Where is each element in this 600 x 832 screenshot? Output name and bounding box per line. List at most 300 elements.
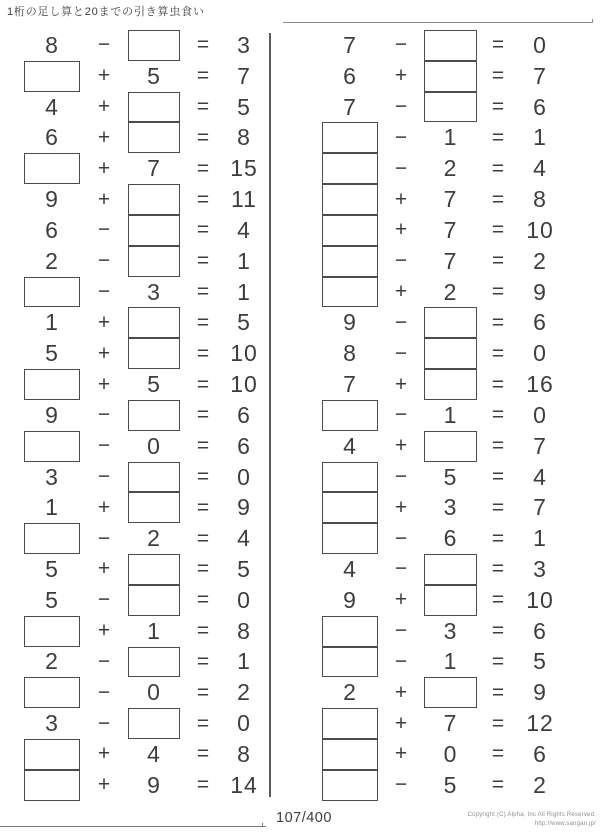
problem-row xyxy=(24,708,262,739)
answer-box[interactable] xyxy=(322,184,378,215)
problem-row xyxy=(322,184,561,215)
operand-a: 2 xyxy=(343,679,357,706)
operand-b xyxy=(128,215,180,246)
operand-b: 0 xyxy=(147,679,161,706)
problem-row xyxy=(24,523,262,554)
answer-box[interactable] xyxy=(322,246,378,277)
equals-sign: = xyxy=(196,95,210,119)
result: 0 xyxy=(237,710,251,737)
operand-a xyxy=(322,184,378,215)
equals-sign: = xyxy=(491,156,505,180)
operand-b: 1 xyxy=(443,648,458,675)
problem-row xyxy=(24,647,262,678)
problem-row xyxy=(322,770,561,801)
problem-row xyxy=(24,338,262,369)
equals-sign: = xyxy=(196,588,210,612)
result: 0 xyxy=(533,31,547,58)
equals-sign: = xyxy=(491,95,505,119)
operator: + xyxy=(394,742,408,766)
problem-row xyxy=(24,400,262,431)
result: 3 xyxy=(533,555,547,582)
operator: − xyxy=(394,125,408,149)
operand-b: 5 xyxy=(443,771,458,798)
operand-a xyxy=(322,246,378,277)
equals-sign: = xyxy=(196,434,210,458)
problem-row xyxy=(24,307,262,338)
problem-row xyxy=(322,554,561,585)
problem-row xyxy=(322,61,561,92)
operator: + xyxy=(97,495,111,519)
answer-box[interactable] xyxy=(322,277,378,308)
problem-row xyxy=(24,277,262,308)
answer-box[interactable] xyxy=(128,492,180,523)
problem-row xyxy=(24,739,262,770)
answer-box[interactable] xyxy=(24,61,80,92)
operand-b xyxy=(128,708,180,739)
answer-box[interactable] xyxy=(128,246,180,277)
operand-b xyxy=(128,92,180,123)
operand-b: 7 xyxy=(443,216,458,243)
operand-b xyxy=(424,369,477,400)
operand-b xyxy=(128,307,180,338)
operand-a xyxy=(322,739,378,770)
operand-b: 1 xyxy=(443,124,458,151)
equals-sign: = xyxy=(491,742,505,766)
equals-sign: = xyxy=(491,125,505,149)
answer-box[interactable] xyxy=(128,30,180,61)
problems-column-right xyxy=(322,30,561,801)
answer-box[interactable] xyxy=(24,770,80,801)
operator: + xyxy=(97,742,111,766)
operand-a: 9 xyxy=(343,309,357,336)
operand-b xyxy=(128,30,180,61)
operand-b xyxy=(128,122,180,153)
answer-box[interactable] xyxy=(24,369,80,400)
operator: − xyxy=(394,341,408,365)
operator: + xyxy=(394,711,408,735)
operand-a xyxy=(322,523,378,554)
equals-sign: = xyxy=(196,64,210,88)
result: 10 xyxy=(526,216,554,243)
problem-row xyxy=(322,400,561,431)
result: 8 xyxy=(237,740,251,767)
operator: − xyxy=(97,649,111,673)
operand-a: 2 xyxy=(45,247,59,274)
operand-a xyxy=(24,153,80,184)
equals-sign: = xyxy=(491,372,505,396)
operand-b xyxy=(424,677,477,708)
operator: − xyxy=(394,619,408,643)
answer-box[interactable] xyxy=(128,215,180,246)
result: 16 xyxy=(526,371,554,398)
problem-row xyxy=(24,246,262,277)
result: 5 xyxy=(237,93,251,120)
operand-b: 6 xyxy=(443,525,458,552)
equals-sign: = xyxy=(196,187,210,211)
answer-box[interactable] xyxy=(424,307,477,338)
operator: + xyxy=(97,95,111,119)
equals-sign: = xyxy=(196,280,210,304)
page-number: 107/400 xyxy=(276,810,332,826)
equals-sign: = xyxy=(491,64,505,88)
answer-box[interactable] xyxy=(322,122,378,153)
operand-a: 3 xyxy=(45,710,59,737)
operator: + xyxy=(97,64,111,88)
operator: − xyxy=(97,33,111,57)
operator: − xyxy=(394,249,408,273)
problem-row xyxy=(24,770,262,801)
operand-b xyxy=(424,30,477,61)
problem-row xyxy=(322,523,561,554)
result: 7 xyxy=(533,62,547,89)
problem-row xyxy=(24,431,262,462)
equals-sign: = xyxy=(196,742,210,766)
result: 14 xyxy=(230,771,258,798)
equals-sign: = xyxy=(491,773,505,797)
equals-sign: = xyxy=(196,526,210,550)
answer-box[interactable] xyxy=(322,616,378,647)
equals-sign: = xyxy=(196,649,210,673)
operand-a: 7 xyxy=(343,93,357,120)
operand-b: 4 xyxy=(147,740,161,767)
equals-sign: = xyxy=(196,495,210,519)
operand-b xyxy=(128,400,180,431)
operand-b xyxy=(128,246,180,277)
answer-box[interactable] xyxy=(24,739,80,770)
problems-column-left xyxy=(24,30,262,801)
operand-b: 1 xyxy=(443,401,458,428)
copyright-url: http://www.sangan.jp/ xyxy=(534,821,596,828)
result: 5 xyxy=(237,309,251,336)
operand-b xyxy=(424,585,477,616)
answer-box[interactable] xyxy=(424,369,477,400)
operator: + xyxy=(97,341,111,365)
operator: + xyxy=(394,187,408,211)
equals-sign: = xyxy=(491,249,505,273)
result: 1 xyxy=(533,124,547,151)
answer-box[interactable] xyxy=(128,400,180,431)
operator: + xyxy=(394,372,408,396)
problem-row xyxy=(322,338,561,369)
problem-row xyxy=(24,369,262,400)
answer-box[interactable] xyxy=(128,647,180,678)
answer-box[interactable] xyxy=(322,647,378,678)
operator: − xyxy=(394,403,408,427)
operand-a: 7 xyxy=(343,31,357,58)
problem-row xyxy=(322,431,561,462)
answer-box[interactable] xyxy=(128,338,180,369)
result: 5 xyxy=(237,555,251,582)
problem-row xyxy=(322,215,561,246)
equals-sign: = xyxy=(196,403,210,427)
answer-box[interactable] xyxy=(128,92,180,123)
operand-a xyxy=(24,431,80,462)
operand-b xyxy=(424,338,477,369)
operator: − xyxy=(394,156,408,180)
answer-box[interactable] xyxy=(322,153,378,184)
operand-b: 0 xyxy=(443,740,458,767)
operand-a: 8 xyxy=(45,31,59,58)
result: 0 xyxy=(237,463,251,490)
operand-a xyxy=(24,616,80,647)
operator: + xyxy=(97,619,111,643)
equals-sign: = xyxy=(196,773,210,797)
result: 8 xyxy=(237,124,251,151)
answer-box[interactable] xyxy=(24,677,80,708)
operator: − xyxy=(394,310,408,334)
operator: − xyxy=(97,249,111,273)
problem-row xyxy=(322,492,561,523)
operand-a xyxy=(322,122,378,153)
operator: + xyxy=(394,64,408,88)
operator: + xyxy=(97,187,111,211)
result: 2 xyxy=(533,247,547,274)
operand-a xyxy=(322,492,378,523)
operator: − xyxy=(394,649,408,673)
answer-box[interactable] xyxy=(322,215,378,246)
column-divider xyxy=(269,33,271,797)
equals-sign: = xyxy=(196,218,210,242)
answer-box[interactable] xyxy=(424,585,477,616)
answer-box[interactable] xyxy=(128,307,180,338)
answer-box[interactable] xyxy=(322,400,378,431)
operand-a xyxy=(322,215,378,246)
problem-row xyxy=(24,122,262,153)
operand-a xyxy=(322,616,378,647)
equals-sign: = xyxy=(196,341,210,365)
equals-sign: = xyxy=(491,403,505,427)
operand-b: 5 xyxy=(147,62,161,89)
problem-row xyxy=(24,61,262,92)
problem-row xyxy=(24,616,262,647)
result: 0 xyxy=(533,401,547,428)
operator: − xyxy=(394,33,408,57)
operand-b: 2 xyxy=(443,155,458,182)
answer-box[interactable] xyxy=(128,184,180,215)
operand-b: 9 xyxy=(147,771,161,798)
problem-row xyxy=(24,554,262,585)
operand-b xyxy=(424,431,477,462)
operand-b xyxy=(128,492,180,523)
operand-a xyxy=(24,770,80,801)
operand-a: 6 xyxy=(45,124,59,151)
problem-row xyxy=(322,647,561,678)
result: 12 xyxy=(526,710,554,737)
operator: + xyxy=(394,434,408,458)
operand-a: 4 xyxy=(343,555,357,582)
operand-b xyxy=(424,554,477,585)
operator: − xyxy=(394,465,408,488)
problem-row xyxy=(24,462,262,493)
operand-b: 7 xyxy=(443,247,458,274)
operand-b: 3 xyxy=(443,617,458,644)
answer-box[interactable] xyxy=(128,462,180,493)
footer-line xyxy=(0,826,266,827)
answer-box[interactable] xyxy=(24,153,80,184)
answer-box[interactable] xyxy=(424,30,477,61)
equals-sign: = xyxy=(491,680,505,704)
operand-a xyxy=(24,369,80,400)
answer-box[interactable] xyxy=(24,523,80,554)
problem-row xyxy=(322,585,561,616)
operand-a xyxy=(24,523,80,554)
equals-sign: = xyxy=(196,249,210,273)
operand-a xyxy=(322,647,378,678)
operand-a xyxy=(322,708,378,739)
result: 9 xyxy=(237,494,251,521)
answer-box[interactable] xyxy=(128,585,180,616)
footer-line-tick xyxy=(262,823,264,826)
equals-sign: = xyxy=(491,619,505,643)
result: 1 xyxy=(533,525,547,552)
problem-row xyxy=(322,616,561,647)
problem-row xyxy=(322,153,561,184)
result: 10 xyxy=(526,586,554,613)
answer-box[interactable] xyxy=(322,462,378,493)
result: 15 xyxy=(230,155,258,182)
result: 9 xyxy=(533,679,547,706)
equals-sign: = xyxy=(491,557,505,581)
equals-sign: = xyxy=(491,434,505,458)
problem-row xyxy=(322,277,561,308)
operand-b xyxy=(128,585,180,616)
result: 2 xyxy=(533,771,547,798)
operand-a: 5 xyxy=(45,586,59,613)
answer-box[interactable] xyxy=(322,708,378,739)
answer-box[interactable] xyxy=(424,554,477,585)
operand-a: 5 xyxy=(45,340,59,367)
operand-a: 8 xyxy=(343,340,357,367)
operator: + xyxy=(394,680,408,704)
equals-sign: = xyxy=(196,372,210,396)
answer-box[interactable] xyxy=(322,739,378,770)
result: 9 xyxy=(533,278,547,305)
equals-sign: = xyxy=(196,33,210,57)
operator: − xyxy=(394,557,408,581)
answer-box[interactable] xyxy=(24,277,80,308)
answer-box[interactable] xyxy=(424,677,477,708)
problem-row xyxy=(24,92,262,123)
result: 4 xyxy=(533,463,547,490)
problem-row xyxy=(24,492,262,523)
answer-box[interactable] xyxy=(322,770,378,801)
operand-b: 7 xyxy=(147,155,161,182)
operand-b: 5 xyxy=(443,463,458,490)
equals-sign: = xyxy=(196,156,210,180)
operand-b: 2 xyxy=(443,278,458,305)
operand-a xyxy=(322,400,378,431)
answer-box[interactable] xyxy=(322,523,378,554)
answer-box[interactable] xyxy=(24,431,80,462)
result: 1 xyxy=(237,278,251,305)
result: 7 xyxy=(533,432,547,459)
operator: + xyxy=(97,125,111,149)
operand-b xyxy=(128,462,180,493)
result: 0 xyxy=(237,586,251,613)
operand-b xyxy=(128,554,180,585)
answer-box[interactable] xyxy=(128,122,180,153)
result: 6 xyxy=(237,432,251,459)
answer-box[interactable] xyxy=(128,554,180,585)
equals-sign: = xyxy=(491,341,505,365)
answer-box[interactable] xyxy=(424,92,477,123)
operand-a: 7 xyxy=(343,371,357,398)
problem-row xyxy=(24,677,262,708)
answer-box[interactable] xyxy=(424,431,477,462)
operand-a xyxy=(322,462,378,493)
operand-b xyxy=(128,647,180,678)
result: 8 xyxy=(237,617,251,644)
name-line-tick xyxy=(592,19,594,23)
operand-b xyxy=(128,184,180,215)
operand-b xyxy=(424,61,477,92)
answer-box[interactable] xyxy=(424,338,477,369)
copyright-line1: Copyright (C) Alpha, Inc All Rights Reserved. xyxy=(467,812,596,818)
operand-a: 9 xyxy=(45,401,59,428)
problem-row xyxy=(24,153,262,184)
problem-row xyxy=(322,708,561,739)
result: 10 xyxy=(230,371,258,398)
result: 6 xyxy=(533,740,547,767)
operand-a: 2 xyxy=(45,648,59,675)
problem-row xyxy=(322,462,561,493)
operand-b xyxy=(424,307,477,338)
page-title: 1桁の足し算と20までの引き算虫食い xyxy=(7,6,205,18)
operator: − xyxy=(394,95,408,119)
problem-row xyxy=(322,677,561,708)
operand-b: 7 xyxy=(443,710,458,737)
result: 5 xyxy=(533,648,547,675)
result: 11 xyxy=(231,186,257,213)
operator: − xyxy=(97,434,111,458)
operator: + xyxy=(394,495,408,519)
equals-sign: = xyxy=(196,711,210,735)
result: 1 xyxy=(237,247,251,274)
problem-row xyxy=(322,739,561,770)
result: 8 xyxy=(533,186,547,213)
equals-sign: = xyxy=(491,465,505,488)
result: 2 xyxy=(237,679,251,706)
answer-box[interactable] xyxy=(322,492,378,523)
operator: + xyxy=(97,773,111,797)
equals-sign: = xyxy=(491,187,505,211)
operand-a xyxy=(24,739,80,770)
operand-a: 6 xyxy=(45,216,59,243)
equals-sign: = xyxy=(491,280,505,304)
operator: − xyxy=(394,773,408,797)
problem-row xyxy=(322,369,561,400)
operand-a: 6 xyxy=(343,62,357,89)
result: 10 xyxy=(230,340,258,367)
name-line xyxy=(283,22,593,23)
operator: + xyxy=(97,310,111,334)
operand-a xyxy=(24,61,80,92)
operand-a: 1 xyxy=(45,494,59,521)
operand-a: 4 xyxy=(343,432,357,459)
equals-sign: = xyxy=(491,711,505,735)
copyright-notice xyxy=(468,811,596,830)
equals-sign: = xyxy=(491,33,505,57)
result: 7 xyxy=(533,494,547,521)
answer-box[interactable] xyxy=(128,708,180,739)
operator: − xyxy=(97,403,111,427)
equals-sign: = xyxy=(196,680,210,704)
operand-a xyxy=(322,277,378,308)
result: 6 xyxy=(533,309,547,336)
answer-box[interactable] xyxy=(424,61,477,92)
operand-a: 9 xyxy=(45,186,59,213)
answer-box[interactable] xyxy=(24,616,80,647)
